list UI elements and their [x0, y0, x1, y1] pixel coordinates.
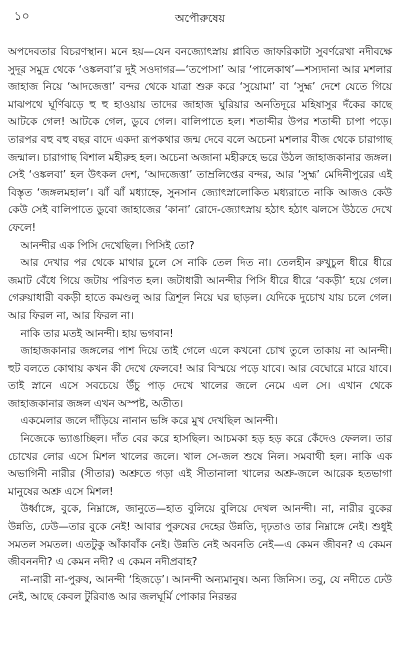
- page-header: [10, 6, 390, 46]
- paragraph: অপদেবতার বিচরণস্থান। মনে হয়—যেন বনজ্যোৎস্নায় প্লাবিত জাফরিকাটা সুবর্ণরেখা নদীবক্ষে সুদূর সমুদ্র থেকে ‘ওঙ্কলবা’র দুই সওদাগর—‘তপোসা’ আর ‘পালেকাথ’—শস্যদানা আর মশলার জাহাজ নিয়ে ‘আদজেত্তা’ বন্দর থেকে যাত্রা শুরু করে ‘সুয়োমা’ বা ‘সুহ্ম’ দেশে যেতে গিয়ে মাঝপথে ঘূর্ণিঝড়ে হু হু হাওয়ায় তাদের জাহাজ ঘুরিয়ার অনতিদূরে মহিষাসুর দঁকের কাছে আটকে গেল! আটকে গেল, ডুবে গেল। বালিপাতে হল। শতাব্দীর উপর শতাব্দী চাপা পড়ে। তারপর বহু বহু বছর বাদে একদা রূপকথার জন্ম দেবে বলে অচেনা মশলার বীজ থেকে চারাগাছ জন্মাল। চারাগাছ বিশাল মহীরুহ হল। অচেনা অজানা মহীরুহে ভরে উঠল জাহাজকানার জঙ্গল। সেই ‘ওঙ্কলবা’ হল উৎকল দেশ, ‘আদজেত্তা’ তাম্রলিপ্তের বন্দর, আর ‘সুহ্ম’ মেদিনীপুরের এই বিস্তৃত ‘জঙ্গলমহাল’। ঝাঁ ঝাঁ মধ্যাহ্নে, সুনসান জ্যোৎস্নালোকিত মধ্যরাতে নাকি আজও কেউ কেউ সেই বালিপাতে ডুবো জাহাজের ‘কানা’ রোদে-জ্যোৎস্নায় হঠাৎ হঠাৎ ঝলসে উঠতে দেখে ফেলে!: [8, 46, 392, 234]
- paragraph: আনন্দীর এক পিসি দেখেছিল। পিসিই তো?: [20, 239, 195, 252]
- paragraph: না-নারী না-পুরুষ, আনন্দী ‘হিজড়ে’। আনন্দী অন্যমানুষ। অন্য জিনিস। তবু, যে নদীতে ঢেউ নেই, আছে কেবল টুরিবাঙ আর জলঘূর্মি পোকার নিরন্তর: [8, 573, 392, 604]
- paragraph: একমেলার জলে দাঁড়িয়ে নানান ভঙ্গি করে মুখ দেখছিল আনন্দী।: [20, 415, 278, 428]
- page-number: ১০: [14, 9, 30, 23]
- paragraph: নাকি তার মতই আনন্দী। হায় ভগবান!: [20, 327, 174, 340]
- paragraph: আর দেখার পর থেকে মাথার চুলে সে নাকি তেল দিত না। তেলহীন রুখুচুল ধীরে ধীরে জমাট বেঁধে গিয়ে জটায় পরিণত হল। জটাধারী আনন্দীর পিসি ধীরে ধীরে ‘বকড়ী’ হয়ে গেল। গেরুয়াধারী বকড়ী হাতে কমণ্ডলু আর ত্রিশূল নিয়ে ঘর ছাড়ল। যেদিকে দুচোখ যায় চলে গেল। আর ফিরল না, আর ফিরল না।: [8, 257, 392, 322]
- paragraph: নিজেকে ভ্যাঙাচ্ছিল। দাঁত বের করে হাসছিল। আচমকা হড় হড় করে কেঁদেও ফেলল। তার চোখের লোর এসে মিশল খালের জলে। খাল সে-জল শুষে নিল। সমবাথী হল। নাকি এক অভাগিনী নারীর (সীতার) অশ্রুতে গড়া এই সীতানালা খালের অশ্রু-জলে আরেক হতভাগা মানুষের অশ্রু এসে মিশল!: [8, 433, 392, 498]
- paragraph: জাহাজকানার জঙ্গলের পাশ দিয়ে তাই গেলে এলে কখনো চোখ তুলে তাকায় না আনন্দী। হুট বলতে কোথায় কখন কী দেখে ফেলবে! আর বিস্ময়ে পড়ে যাবে। আর বেঘোরে মারে যাবে। তাই স্নানে এসে সবচেয়ে উঁচু পাড় দেখে খালের জলে নেমে এল সে। এখান থেকে জাহাজকানার জঙ্গল এখন অস্পষ্ট, অতীত।: [8, 345, 392, 410]
- running-title: অপৌরুষেয়: [175, 12, 225, 25]
- paragraph: উর্ধ্বাঙ্গে, বুকে, নিম্নাঙ্গে, জানুতে—হাত বুলিয়ে বুলিয়ে দেখল আনন্দী। না, নারীর বুকের উন্নতি, ঢেউ—তার বুকে নেই! আবার পুরুষের দেহের উন্নতি, দৃঢ়তাও তার নিম্নাঙ্গে নেই। শুধুই সমতল সমতল। এতটুকু আঁকাবাঁক নেই। উন্নতি নেই অবনতি নেই—এ কেমন জীবন? এ কেমন জীবননদী? এ কেমন নদী? এ কেমন নদীপ্রবাহ?: [8, 503, 392, 569]
- body-text: [8, 44, 392, 607]
